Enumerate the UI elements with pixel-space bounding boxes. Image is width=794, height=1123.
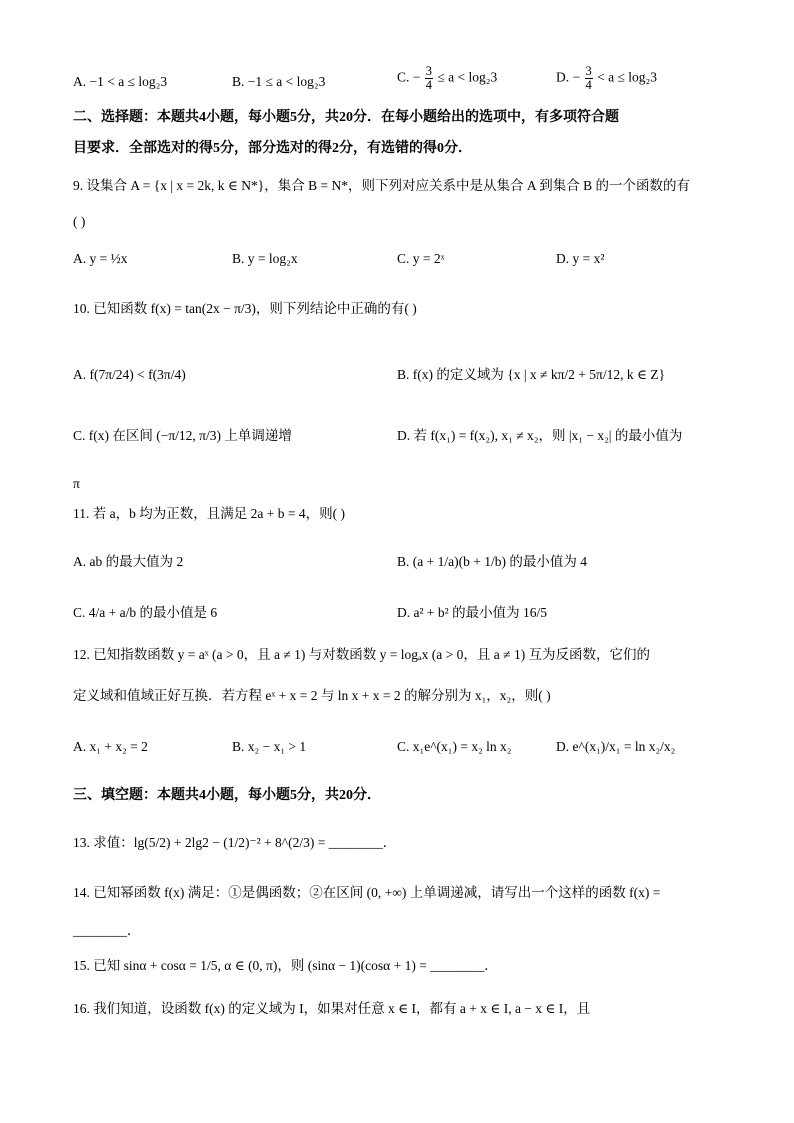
q12-option-a: A. x₁ + x₂ = 2 [73, 739, 148, 754]
q13-stem: 13. 求值：lg(5/2) + 2lg2 − (1/2)⁻² + 8^(2/3) = ________． [73, 835, 397, 850]
q11-option-b: B. (a + 1/a)(b + 1/b) 的最小值为 4 [397, 554, 587, 569]
q12-stem-line2: 定义域和值域正好互换．若方程 eˣ + x = 2 与 ln x + x = 2 的解分别为 x₁，x₂，则( ) [73, 688, 551, 703]
q11-stem: 11. 若 a，b 均为正数，且满足 2a + b = 4，则( ) [73, 506, 345, 521]
q12-option-d: D. e^(x₁)/x₁ = ln x₂/x₂ [556, 739, 676, 754]
q9-option-b: B. y = log₂x [232, 251, 298, 266]
q12-option-b: B. x₂ − x₁ > 1 [232, 739, 307, 754]
q11-option-d: D. a² + b² 的最小值为 16/5 [397, 605, 547, 620]
q8-option-c: C. − $\frac{3}{4}$ ≤ a < log₂3 [397, 64, 498, 93]
q9-option-c: C. y = 2ˣ [397, 251, 445, 266]
q8-option-b: B. −1 ≤ a < log₂3 [232, 74, 326, 89]
q9-paren: ( ) [73, 214, 86, 229]
q9-option-a: A. y = ½x [73, 251, 128, 266]
q15-stem: 15. 已知 sinα + cosα = 1/5, α ∈ (0, π)，则 (sinα − 1)(cosα + 1) = ________． [73, 958, 498, 973]
q10-option-a: A. f(7π/24) < f(3π/4) [73, 367, 186, 382]
q16-stem: 16. 我们知道，设函数 f(x) 的定义域为 I，如果对任意 x ∈ I，都有 a + x ∈ I, a − x ∈ I，且 [73, 1001, 591, 1016]
section3-heading: 三、填空题：本题共4小题，每小题5分，共20分． [73, 788, 381, 803]
q12-option-c: C. x₁e^(x₁) = x₂ ln x₂ [397, 739, 512, 754]
q10-option-d: D. 若 f(x₁) = f(x₂), x₁ ≠ x₂，则 |x₁ − x₂| 的最小值为 [397, 428, 683, 443]
q11-option-c: C. 4/a + a/b 的最小值是 6 [73, 605, 218, 620]
q14-stem-line2: ________． [73, 923, 141, 938]
q11-option-a: A. ab 的最大值为 2 [73, 554, 184, 569]
q10-option-c: C. f(x) 在区间 (−π/12, π/3) 上单调递增 [73, 428, 292, 443]
q8-option-a: A. −1 < a ≤ log₂3 [73, 74, 168, 89]
q10-stem: 10. 已知函数 f(x) = tan(2x − π/3)，则下列结论中正确的有( ) [73, 301, 417, 316]
q8-option-d: D. − $\frac{3}{4}$ < a ≤ log₂3 [556, 64, 657, 93]
q12-stem-line1: 12. 已知指数函数 y = aˣ (a > 0，且 a ≠ 1) 与对数函数 y = logₐx (a > 0，且 a ≠ 1) 互为反函数，它们的 [73, 647, 651, 662]
section2-heading-line1: 二、选择题：本题共4小题，每小题5分，共20分．在每小题给出的选项中，有多项符合题 [73, 110, 619, 125]
q10-option-d-continued: π [73, 476, 80, 491]
q9-stem: 9. 设集合 A = {x | x = 2k, k ∈ N*}，集合 B = N*，则下列对应关系中是从集合 A 到集合 B 的一个函数的有 [73, 178, 691, 193]
section2-heading-line2: 目要求．全部选对的得5分，部分选对的得2分，有选错的得0分． [73, 141, 472, 156]
q10-option-b: B. f(x) 的定义域为 {x | x ≠ kπ/2 + 5π/12, k ∈ Z} [397, 367, 666, 382]
q14-stem-line1: 14. 已知幂函数 f(x) 满足：①是偶函数；②在区间 (0, +∞) 上单调递减，请写出一个这样的函数 f(x) = [73, 885, 661, 900]
q9-option-d: D. y = x² [556, 251, 605, 266]
